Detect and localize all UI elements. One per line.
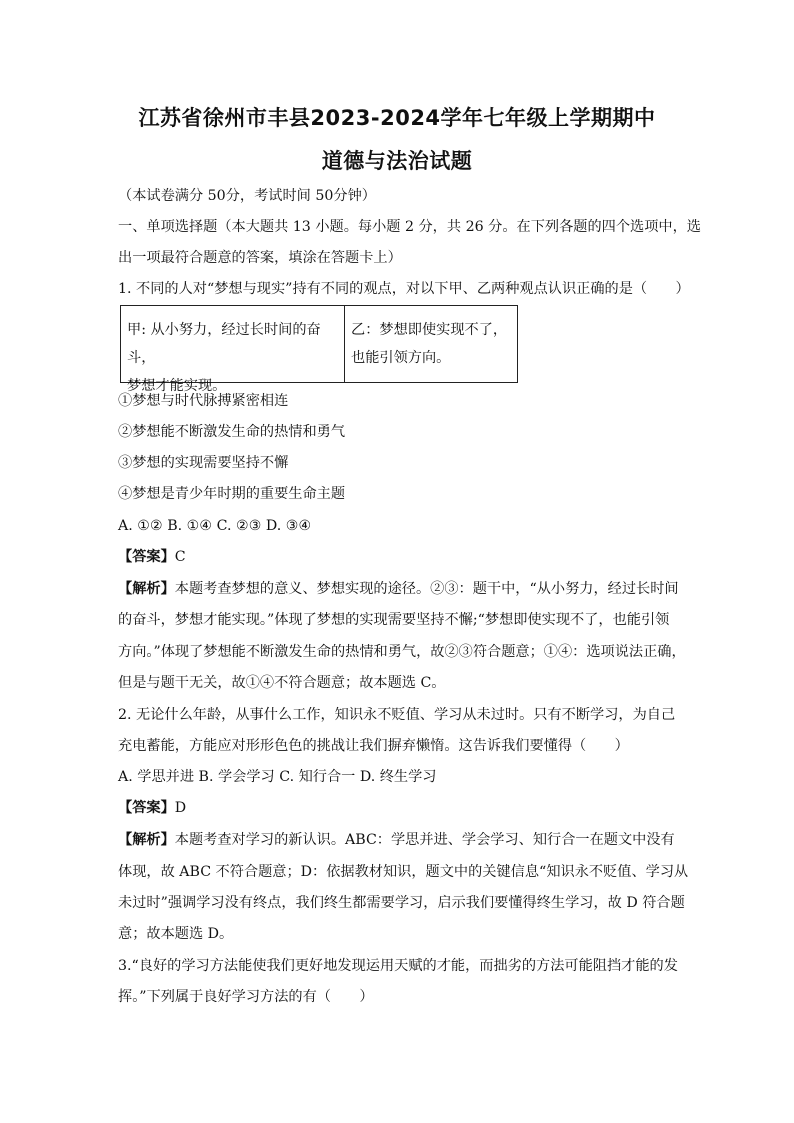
exam-info: （本试卷满分 50分，考试时间 50分钟） bbox=[118, 188, 376, 204]
q1-analysis-label: 【解析】 bbox=[118, 581, 175, 597]
q1-analysis-line2: 的奋斗，梦想才能实现。”体现了梦想的实现需要坚持不懈;“梦想即使实现不了，也能引领 bbox=[118, 612, 670, 628]
q2-analysis-text1: 本题考查对学习的新认识。ABC：学思并进、学会学习、知行合一在题文中没有 bbox=[174, 832, 675, 848]
q1-option-1: ①梦想与时代脉搏紧密相连 bbox=[118, 393, 289, 409]
q1-table-cell-yi bbox=[345, 306, 517, 382]
doc-title-line1: 江苏省徐州市丰县2023-2024学年七年级上学期期中 bbox=[138, 106, 656, 130]
q2-answer bbox=[118, 798, 688, 818]
q1-answer bbox=[118, 547, 688, 567]
q1-table-left-line1: 甲: 从小努力，经过长时间的奋斗， bbox=[127, 322, 321, 366]
q2-analysis-line2: 体现，故 ABC 不符合题意；D：依据教材知识，题文中的关键信息“知识永不贬值、学习从 bbox=[118, 864, 689, 880]
q1-answer-value: C bbox=[174, 549, 186, 565]
q1-answer-label: 【答案】 bbox=[118, 549, 175, 565]
q2-analysis-label: 【解析】 bbox=[118, 832, 175, 848]
q1-table-left-line2: 梦想才能实现。 bbox=[127, 378, 227, 394]
q2-analysis-line1 bbox=[118, 830, 688, 850]
q2-analysis-line4: 意；故本题选 D。 bbox=[118, 926, 234, 942]
q1-table-right-line2: 也能引领方向。 bbox=[351, 350, 451, 366]
q1-analysis-line4: 但是与题干无关，故①④不符合题意；故本题选 C。 bbox=[118, 675, 446, 691]
doc-title-line2: 道德与法治试题 bbox=[321, 149, 473, 173]
q1-choices: A. ①② B. ①④ C. ②③ D. ③④ bbox=[118, 518, 312, 534]
q1-analysis-line3: 方向。”体现了梦想能不断激发生命的热情和勇气，故②③符合题意；①④：选项说法正确， bbox=[118, 644, 686, 660]
q3-stem-line2: 挥。”下列属于良好学习方法的有（ ） bbox=[118, 989, 374, 1005]
section1-instructions-line2: 出一项最符合题意的答案，填涂在答题卡上） bbox=[118, 250, 402, 266]
q1-option-2: ②梦想能不断激发生命的热情和勇气 bbox=[118, 424, 346, 440]
q1-option-4: ④梦想是青少年时期的重要生命主题 bbox=[118, 486, 346, 502]
q1-stem: 1. 不同的人对“梦想与现实”持有不同的观点，对以下甲、乙两种观点认识正确的是（ ） bbox=[118, 281, 690, 297]
q2-answer-label: 【答案】 bbox=[118, 800, 175, 816]
q1-analysis-text1: 本题考查梦想的意义、梦想实现的途径。②③：题干中，“从小努力，经过长时间 bbox=[174, 581, 679, 597]
q1-analysis-line1 bbox=[118, 579, 688, 599]
q2-answer-value: D bbox=[174, 800, 187, 816]
q2-stem-line2: 充电蓄能，方能应对形形色色的挑战让我们摒弃懒惰。这告诉我们要懂得（ ） bbox=[118, 738, 629, 754]
q1-table-right-line1: 乙：梦想即使实现不了， bbox=[351, 322, 508, 338]
q1-table-cell-jia bbox=[121, 306, 345, 394]
section1-instructions-line1: 一、单项选择题（本大题共 13 小题。每小题 2 分，共 26 分。在下列各题的四个选项中，选 bbox=[118, 219, 701, 235]
q2-choices: A. 学思并进 B. 学会学习 C. 知行合一 D. 终生学习 bbox=[118, 769, 437, 785]
q2-analysis-line3: 未过时”强调学习没有终点，我们终生都需要学习，启示我们要懂得终生学习，故 D 符合题 bbox=[118, 895, 685, 911]
q1-viewpoint-table bbox=[120, 305, 518, 394]
q1-option-3: ③梦想的实现需要坚持不懈 bbox=[118, 455, 289, 471]
q2-stem-line1: 2. 无论什么年龄，从事什么工作，知识永不贬值、学习从未过时。只有不断学习，为自己 bbox=[118, 707, 676, 723]
q3-stem-line1: 3.“良好的学习方法能使我们更好地发现运用天赋的才能，而拙劣的方法可能阻挡才能的发 bbox=[118, 958, 678, 974]
